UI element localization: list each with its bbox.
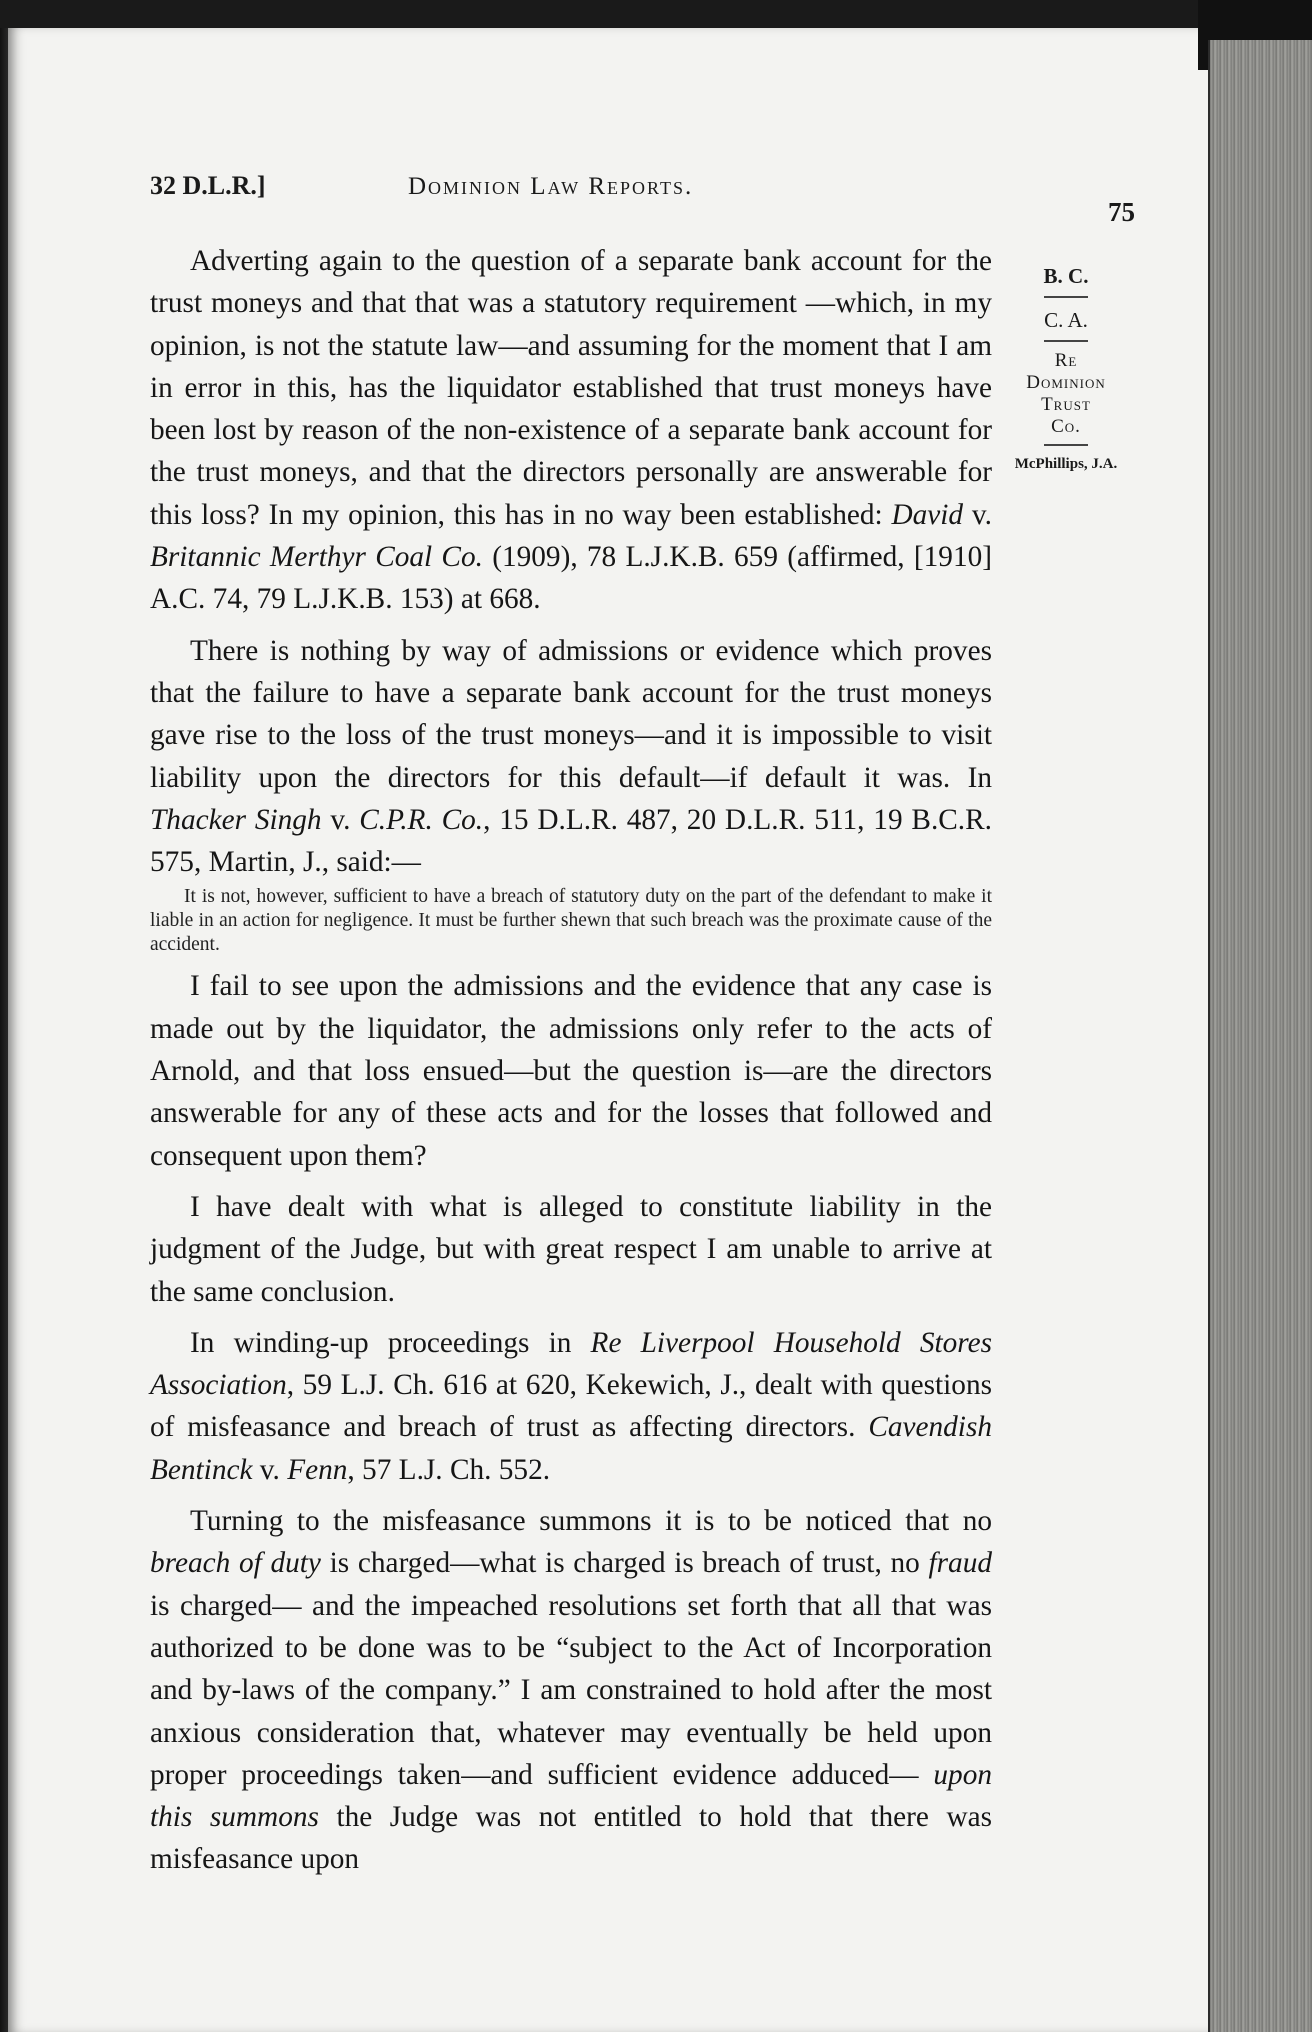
case-citation: Fenn xyxy=(287,1453,348,1486)
case-citation: Thacker Singh xyxy=(150,803,322,836)
volume-reference: 32 D.L.R.] xyxy=(150,171,266,200)
publication-title: Dominion Law Reports. xyxy=(408,173,694,200)
divider xyxy=(1044,340,1088,342)
paragraph: I fail to see upon the admissions and the evidence that any case is made out by the liquidator, the admissions only refer to the acts of Arnold, and that loss ensued—but the question is—are the directors answerable for any of these acts and for the losses that followed and consequent upon them? xyxy=(150,970,992,1172)
paragraph: Adverting again to the question of a separate bank account for the trust moneys and that that was a statutory requirement —which, in my opinion, is not the statute law—and assuming for the moment that I am in error in this, has the liquidator established that trust moneys have been lost by reason of the non-existence of a separate bank account for the trust moneys, and that the directors personally are answerable for this loss? In my opinion, this has in no way been established: David v. Britannic Merthyr Coal Co. (1909), 78 L.J.K.B. 659 (affirmed, [1910] A.C. 74, 79 L.J.K.B. 153) at 668. xyxy=(150,245,992,616)
paragraph: I have dealt with what is alleged to constitute liability in the judgment of the Judge, but with great respect I am unable to arrive at the same conclusion. xyxy=(150,1190,992,1308)
judge-name: McPhillips, J.A. xyxy=(1014,456,1118,472)
block-quote: It is not, however, sufficient to have a breach of statutory duty on the part of the defendant to make it liable in an action for negligence. It must be further shewn that such breach was the proximate cause of the accident. xyxy=(150,886,992,956)
paragraph: In winding-up proceedings in Re Liverpool Household Stores Association, 59 L.J. Ch. 616 at 620, Kekewich, J., dealt with questions of misfeasance and breach of trust as affecting directors. Cavendish Bentinck v. Fenn, 57 L.J. Ch. 552. xyxy=(150,1326,993,1486)
divider xyxy=(1044,444,1088,446)
case-name-line: Trust xyxy=(1041,394,1091,415)
case-name-line: Re xyxy=(1054,350,1078,371)
court-label: B. C. xyxy=(1043,264,1089,288)
case-citation: Britannic Merthyr Coal Co. xyxy=(150,541,483,574)
page-number: 75 xyxy=(1108,197,1135,227)
paragraph: Turning to the misfeasance summons it is to be noticed that no breach of duty is charged—what is charged is breach of trust, no fraud is charged— and the impeached resolutions set forth that all that was authorized to be done was to be “subject to the Act of Incorporation and by-laws of the company.” I am constrained to hold after the most anxious consideration that, whatever may eventually be held upon proper proceedings taken—and sufficient evidence adduced— upon this summons the Judge was not entitled to hold that there was misfeasance upon xyxy=(150,1505,992,1876)
paragraph: There is nothing by way of admissions or evidence which proves that the failure to have a separate bank account for the trust moneys gave rise to the loss of the trust moneys—and it is impossible to visit liability upon the directors for this default—if default it was. In Thacker Singh v. C.P.R. Co., 15 D.L.R. 487, 20 D.L.R. 511, 19 B.C.R. 575, Martin, J., said:— xyxy=(150,634,992,879)
case-citation: C.P.R. Co. xyxy=(359,803,484,836)
emphasis: upon this summons xyxy=(150,1758,992,1834)
case-name-line: Co. xyxy=(1051,416,1081,437)
division-label: C. A. xyxy=(1044,308,1088,332)
emphasis: fraud xyxy=(928,1547,992,1580)
case-citation: Cavendish Bentinck xyxy=(150,1411,992,1486)
running-header xyxy=(150,165,1135,227)
divider xyxy=(1044,296,1088,298)
page-edges xyxy=(1208,40,1312,2032)
case-citation: David xyxy=(891,498,964,531)
case-name-line: Dominion xyxy=(1026,372,1106,393)
body-text xyxy=(150,240,992,1881)
case-citation: Re Liverpool Household Stores Association xyxy=(150,1326,993,1402)
margin-note xyxy=(1002,262,1130,474)
emphasis: breach of duty xyxy=(150,1547,321,1580)
